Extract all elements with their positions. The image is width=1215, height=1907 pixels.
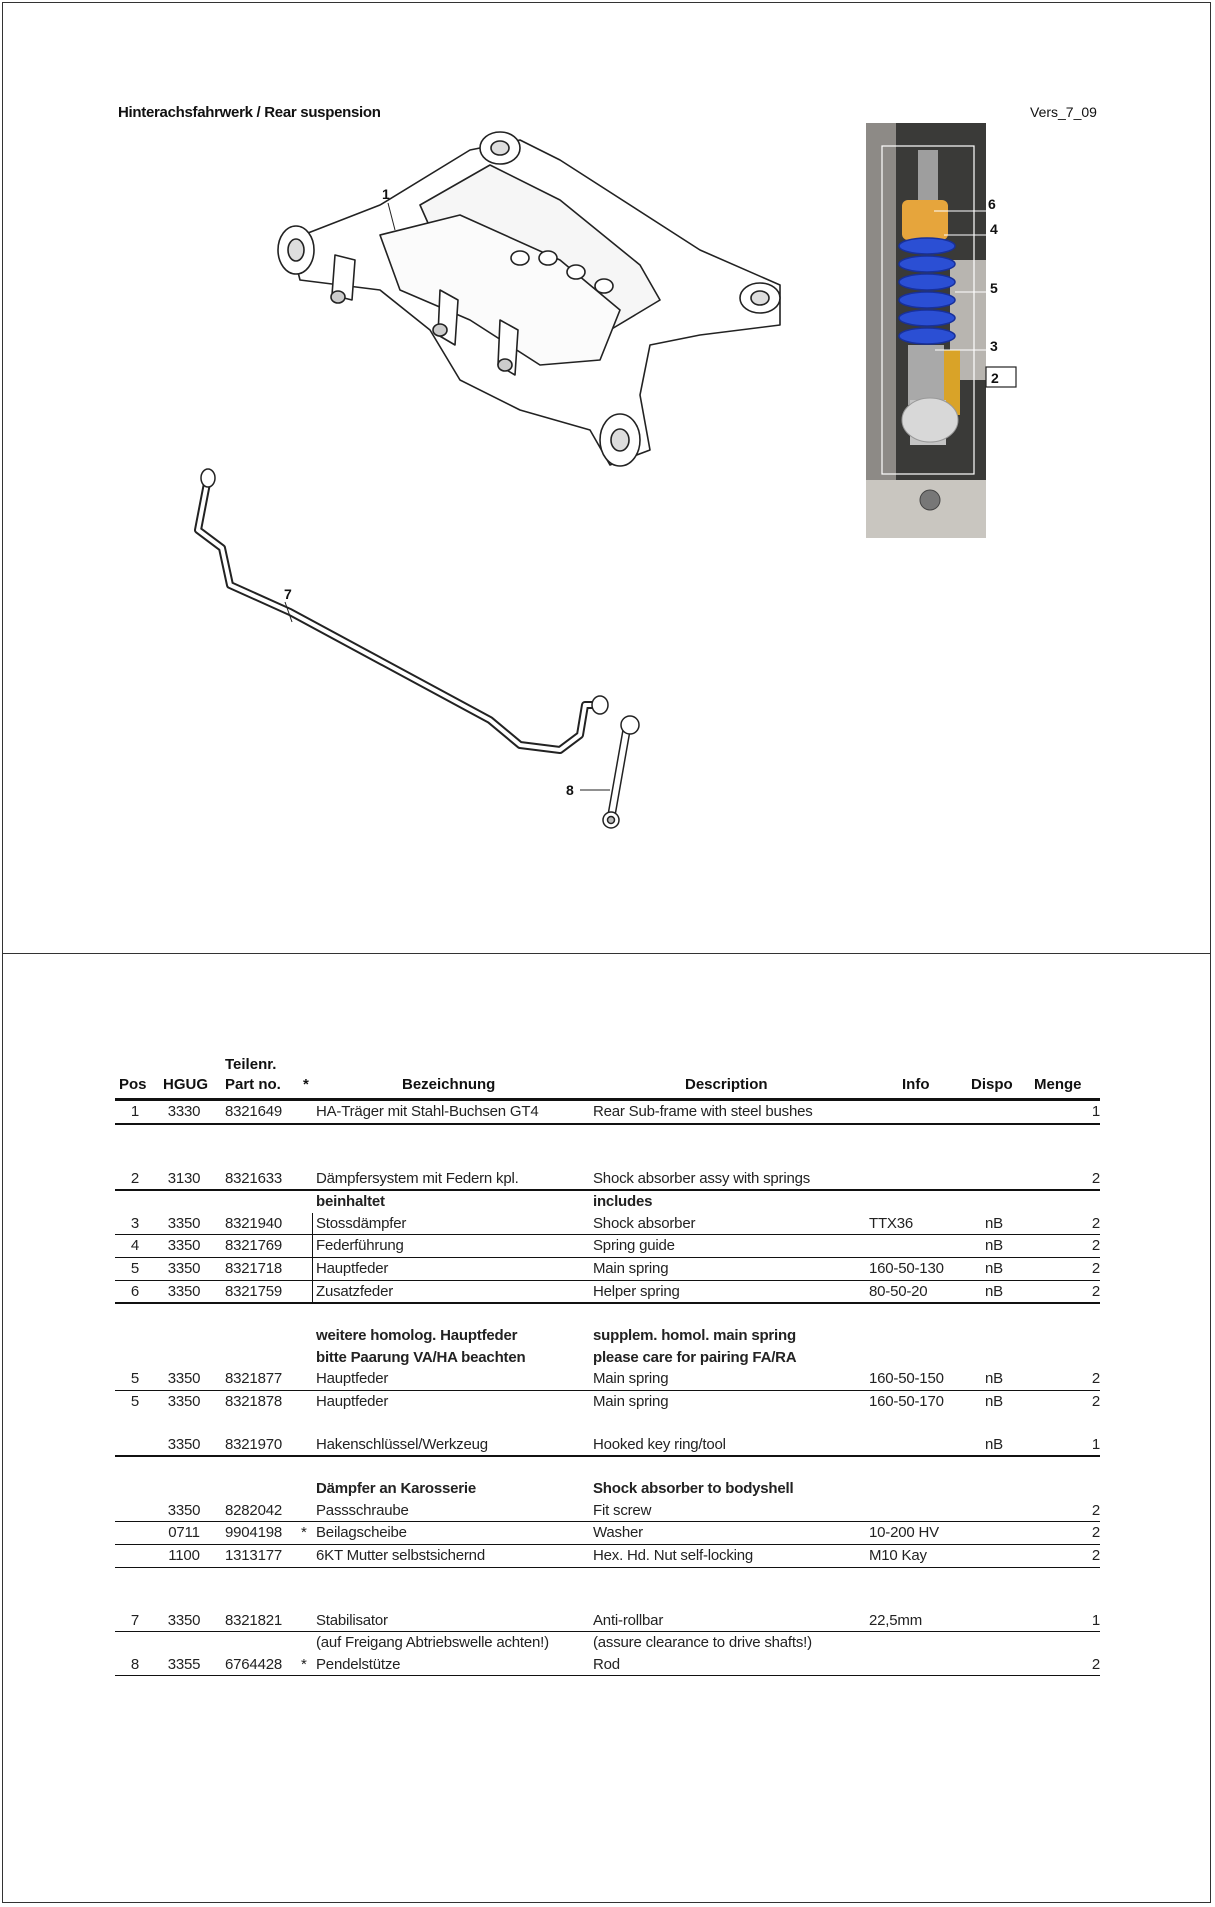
section-divider [2,953,1211,954]
cell-hgug: 3350 [167,1282,201,1300]
table-row [115,1168,1100,1192]
cell-en: Main spring [593,1392,669,1410]
cell-hgug: 3350 [167,1392,201,1410]
cell-qty: 2 [1091,1237,1100,1255]
callout-3: 3 [990,338,998,354]
cell-part: 8321649 [225,1103,282,1120]
cell-pos: 1 [130,1103,140,1120]
cell-part: 8321940 [225,1214,282,1232]
table-row [115,1545,1100,1568]
col-pos: Pos [119,1076,147,1093]
cell-part: 8282042 [225,1501,282,1519]
table-row [115,1213,1100,1236]
cell-de: Hauptfeder [316,1259,389,1277]
cell-pos: 7 [130,1611,140,1629]
cell-de: (auf Freigang Abtriebswelle achten!) [316,1634,549,1652]
cell-de: Pendelstütze [316,1655,401,1673]
row-divider-line [312,1213,313,1235]
cell-hgug: 0711 [168,1524,200,1542]
cell-en: Shock absorber [593,1214,696,1232]
pendulum-link-drawing [603,716,639,828]
cell-dispo: nB [985,1282,1003,1300]
col-part: Part no. [225,1076,281,1093]
cell-en: supplem. homol. main spring [593,1327,796,1345]
cell-de: weitere homolog. Hauptfeder [316,1327,518,1345]
cell-info: 160-50-130 [869,1259,944,1277]
cell-de: Hakenschlüssel/Werkzeug [316,1435,488,1453]
cell-en: (assure clearance to drive shafts!) [593,1634,812,1652]
table-row [115,1368,1100,1391]
table-row [115,1325,1100,1347]
table-row [115,1610,1100,1633]
cell-qty: 2 [1091,1282,1100,1300]
cell-hgug: 3355 [167,1655,201,1673]
cell-hgug: 3350 [167,1214,201,1232]
table-row [115,1101,1100,1125]
cell-en: Main spring [593,1259,669,1277]
table-row [115,1235,1100,1258]
cell-part: 8321769 [225,1237,282,1255]
table-row [115,1281,1100,1305]
cell-info: 80-50-20 [869,1282,928,1300]
cell-info: 160-50-150 [869,1370,944,1388]
cell-info: M10 Kay [869,1546,927,1564]
cell-en: Hex. Hd. Nut self-locking [593,1546,754,1564]
cell-qty: 2 [1091,1169,1100,1187]
cell-en: Main spring [593,1370,669,1388]
table-row [115,1500,1100,1523]
cell-qty: 2 [1091,1392,1100,1410]
cell-qty: 2 [1091,1501,1100,1519]
cell-hgug: 3350 [167,1237,201,1255]
cell-info: 22,5mm [869,1611,922,1629]
table-row [115,1191,1100,1213]
cell-qty: 2 [1091,1370,1100,1388]
anti-rollbar-drawing [198,478,600,750]
cell-part: 9904198 [225,1524,282,1542]
table-row [115,1258,1100,1281]
table-header [115,1052,1100,1101]
cell-star: * [301,1524,307,1542]
cell-qty: 2 [1091,1214,1100,1232]
cell-pos: 8 [130,1655,140,1673]
col-hgug: HGUG [163,1076,208,1093]
col-star: * [303,1076,309,1093]
parts-table [115,1052,1100,1676]
cell-pos: 5 [130,1370,140,1388]
cell-de: Hauptfeder [316,1392,389,1410]
table-row [115,1654,1100,1677]
cell-pos: 5 [130,1392,140,1410]
cell-dispo: nB [985,1370,1003,1388]
cell-de: Hauptfeder [316,1370,389,1388]
cell-dispo: nB [985,1237,1003,1255]
cell-part: 1313177 [225,1546,282,1564]
suspension-illustration [0,0,1215,953]
cell-en: Spring guide [593,1237,675,1255]
cell-part: 8321970 [225,1435,282,1453]
table-row [115,1632,1100,1654]
cell-pos: 5 [130,1259,140,1277]
cell-qty: 1 [1091,1435,1100,1453]
table-row [115,1478,1100,1500]
callout-5: 5 [990,280,998,296]
callout-7: 7 [284,586,292,602]
cell-de: HA-Träger mit Stahl-Buchsen GT4 [316,1103,539,1120]
cell-de: Stabilisator [316,1611,388,1629]
cell-hgug: 3350 [167,1370,201,1388]
cell-en: Washer [593,1524,643,1542]
cell-qty: 1 [1091,1103,1100,1120]
callout-6: 6 [988,196,996,212]
cell-en: Rear Sub-frame with steel bushes [593,1103,813,1120]
table-row [115,1391,1100,1413]
cell-info: 10-200 HV [869,1524,939,1542]
cell-hgug: 3130 [167,1169,201,1187]
version-label: Vers_7_09 [1030,104,1097,120]
cell-qty: 1 [1091,1611,1100,1629]
cell-de: Passschraube [316,1501,409,1519]
cell-part: 8321878 [225,1392,282,1410]
cell-de: beinhaltet [316,1193,385,1211]
page-title: Hinterachsfahrwerk / Rear suspension [118,104,381,121]
cell-hgug: 3350 [167,1259,201,1277]
row-divider-line [312,1258,313,1280]
cell-de: Federführung [316,1237,404,1255]
cell-de: Beilagscheibe [316,1524,407,1542]
table-row [115,1347,1100,1369]
cell-en: includes [593,1193,653,1211]
col-dispo: Dispo [971,1076,1013,1093]
cell-info: 160-50-170 [869,1392,944,1410]
cell-dispo: nB [985,1392,1003,1410]
cell-qty: 2 [1091,1259,1100,1277]
cell-de: Stossdämpfer [316,1214,407,1232]
col-bezeichnung: Bezeichnung [402,1076,496,1093]
cell-hgug: 3350 [167,1611,201,1629]
cell-en: please care for pairing FA/RA [593,1348,797,1366]
callout-4: 4 [990,221,998,237]
col-part-top: Teilenr. [225,1056,277,1073]
cell-pos: 6 [130,1282,140,1300]
callout-1: 1 [382,186,390,202]
callout-2: 2 [991,370,999,386]
col-info: Info [902,1076,930,1093]
cell-en: Rod [593,1655,620,1673]
cell-de: Zusatzfeder [316,1282,394,1300]
cell-pos: 4 [130,1237,140,1255]
cell-de: Dämpfersystem mit Federn kpl. [316,1169,519,1187]
cell-hgug: 3330 [167,1103,201,1120]
cell-dispo: nB [985,1259,1003,1277]
cell-en: Fit screw [593,1501,652,1519]
cell-hgug: 3350 [167,1435,201,1453]
cell-en: Hooked key ring/tool [593,1435,726,1453]
cell-part: 8321633 [225,1169,282,1187]
cell-en: Anti-rollbar [593,1611,664,1629]
subframe-drawing [278,132,780,466]
cell-en: Helper spring [593,1282,680,1300]
cell-qty: 2 [1091,1655,1100,1673]
cell-star: * [301,1655,307,1673]
cell-de: 6KT Mutter selbstsichernd [316,1546,485,1564]
cell-pos: 3 [130,1214,140,1232]
cell-part: 8321821 [225,1611,282,1629]
table-row [115,1434,1100,1458]
cell-hgug: 1100 [168,1546,200,1564]
cell-part: 6764428 [225,1655,282,1673]
cell-part: 8321759 [225,1282,282,1300]
row-divider-line [312,1235,313,1257]
cell-dispo: nB [985,1435,1003,1453]
table-row [115,1522,1100,1545]
col-menge: Menge [1034,1076,1082,1093]
cell-de: bitte Paarung VA/HA beachten [316,1348,526,1366]
cell-dispo: nB [985,1214,1003,1232]
row-divider-line [312,1281,313,1303]
callout-8: 8 [566,782,574,798]
cell-qty: 2 [1091,1546,1100,1564]
cell-part: 8321877 [225,1370,282,1388]
cell-pos: 2 [130,1169,140,1187]
cell-en: Shock absorber assy with springs [593,1169,811,1187]
cell-qty: 2 [1091,1524,1100,1542]
cell-hgug: 3350 [167,1501,201,1519]
cell-de: Dämpfer an Karosserie [316,1480,477,1498]
cell-info: TTX36 [869,1214,914,1232]
cell-part: 8321718 [225,1259,282,1277]
shock-absorber-photo [866,123,986,538]
cell-en: Shock absorber to bodyshell [593,1480,794,1498]
col-description: Description [685,1076,768,1093]
